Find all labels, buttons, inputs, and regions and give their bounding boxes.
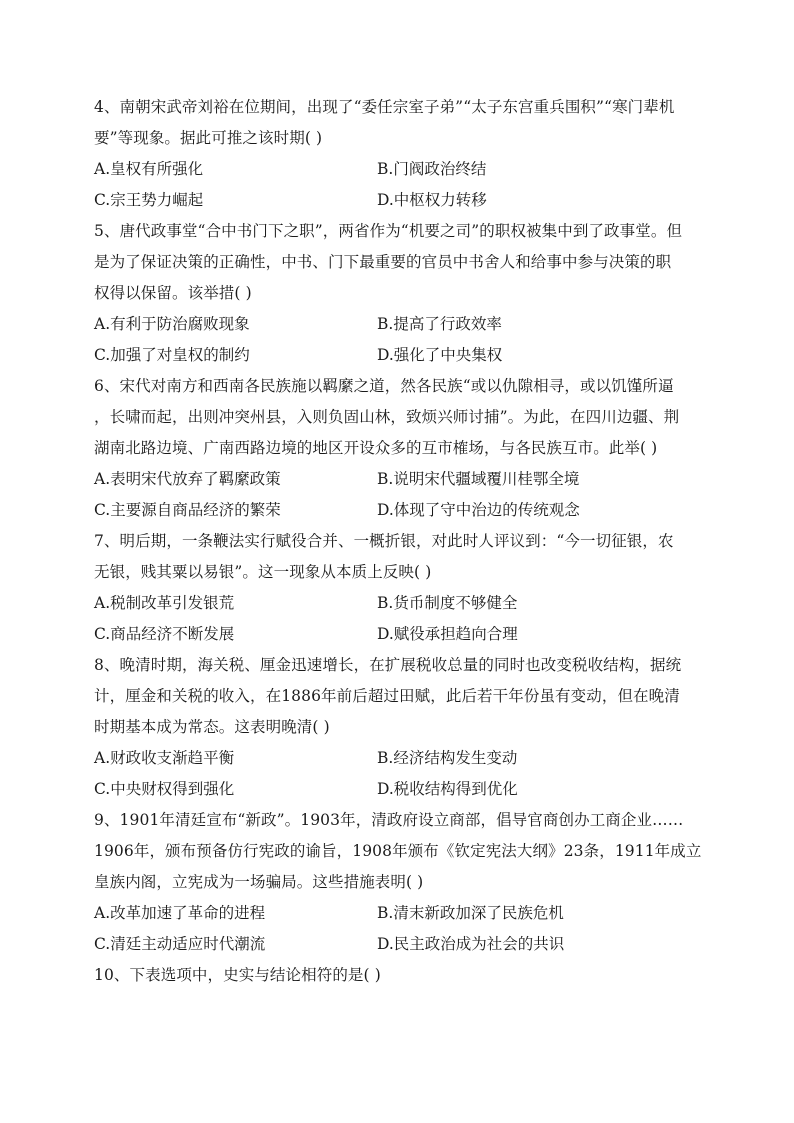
answer-option-c[interactable]: C.宗王势力崛起	[94, 191, 204, 209]
answer-option-b[interactable]: B.清末新政加深了民族危机	[377, 904, 564, 922]
question-stem-line: 5、唐代政事堂“合中书门下之职”，两省作为“机要之司”的职权被集中到了政事堂。但	[94, 222, 683, 240]
answer-options	[94, 154, 706, 216]
question-stem-line: 4、南朝宋武帝刘裕在位期间，出现了“委任宗室子弟”“太子东宫重兵围积”“寒门辈机	[94, 98, 675, 116]
answer-options	[94, 898, 706, 960]
answer-option-a[interactable]: A.表明宋代放弃了羁縻政策	[94, 470, 281, 488]
question-stem-line: 无银，贱其粟以易银”。这一现象从本质上反映( )	[94, 563, 432, 581]
answer-option-c[interactable]: C.商品经济不断发展	[94, 625, 235, 643]
question-7	[94, 526, 706, 650]
answer-options	[94, 464, 706, 526]
question-stem-line: 7、明后期，一条鞭法实行赋役合并、一概折银，对此时人评议到：“今一切征银，农	[94, 532, 674, 550]
question-stem-line: 时期基本成为常态。这表明晚清( )	[94, 718, 330, 736]
question-8	[94, 650, 706, 805]
answer-option-c[interactable]: C.主要源自商品经济的繁荣	[94, 501, 281, 519]
answer-option-d[interactable]: D.体现了守中治边的传统观念	[377, 501, 580, 519]
answer-option-a[interactable]: A.税制改革引发银荒	[94, 594, 235, 612]
answer-option-d[interactable]: D.民主政治成为社会的共识	[377, 935, 565, 953]
answer-option-c[interactable]: C.加强了对皇权的制约	[94, 346, 250, 364]
answer-option-d[interactable]: D.赋役承担趋向合理	[377, 625, 518, 643]
answer-option-b[interactable]: B.经济结构发生变动	[377, 749, 518, 767]
question-stem-line: 是为了保证决策的正确性，中书、门下最重要的官员中书舍人和给事中参与决策的职	[94, 253, 672, 271]
question-stem-line: 8、晚清时期，海关税、厘金迅速增长，在扩展税收总量的同时也改变税收结构，据统	[94, 656, 682, 674]
question-stem-line: 计，厘金和关税的收入，在1886年前后超过田赋，此后若干年份虽有变动，但在晚清	[94, 687, 680, 705]
question-stem-line: 皇族内阁，立宪成为一场骗局。这些措施表明( )	[94, 873, 424, 891]
answer-option-c[interactable]: C.中央财权得到强化	[94, 780, 235, 798]
answer-option-b[interactable]: B.门阀政治终结	[377, 160, 487, 178]
answer-option-d[interactable]: D.强化了中央集权	[377, 346, 503, 364]
answer-option-d[interactable]: D.中枢权力转移	[377, 191, 487, 209]
answer-option-a[interactable]: A.改革加速了革命的进程	[94, 904, 266, 922]
question-stem-line: 6、宋代对南方和西南各民族施以羁縻之道，然各民族“或以仇隙相寻，或以饥馑所逼	[94, 377, 674, 395]
question-stem-line: ，长啸而起，出则冲突州县，入则负固山林，致烦兴师讨捕”。为此，在四川边疆、荆	[94, 408, 680, 426]
question-stem-line: 9、1901年清廷宣布“新政”。1903年，清政府设立商部，倡导官商创办工商企业……	[94, 811, 684, 829]
exam-page	[94, 92, 706, 991]
question-stem-line: 要”等现象。据此可推之该时期( )	[94, 129, 323, 147]
answer-option-a[interactable]: A.有利于防治腐败现象	[94, 315, 250, 333]
question-4	[94, 92, 706, 216]
question-6	[94, 371, 706, 526]
question-stem-line: 权得以保留。该举措( )	[94, 284, 252, 302]
question-stem-line: 1906年，颁布预备仿行宪政的谕旨，1908年颁布《钦定宪法大纲》23条，1911年成立	[94, 842, 702, 860]
answer-options	[94, 743, 706, 805]
question-5	[94, 216, 706, 371]
answer-option-a[interactable]: A.皇权有所强化	[94, 160, 204, 178]
question-9	[94, 805, 706, 960]
answer-option-c[interactable]: C.清廷主动适应时代潮流	[94, 935, 266, 953]
question-stem-line: 湖南北路边境、广南西路边境的地区开设众多的互市榷场，与各民族互市。此举( )	[94, 439, 658, 457]
answer-option-d[interactable]: D.税收结构得到优化	[377, 780, 518, 798]
question-10	[94, 960, 706, 991]
answer-option-a[interactable]: A.财政收支渐趋平衡	[94, 749, 235, 767]
question-stem-line: 10、下表选项中，史实与结论相符的是( )	[94, 966, 381, 984]
answer-option-b[interactable]: B.货币制度不够健全	[377, 594, 518, 612]
answer-options	[94, 588, 706, 650]
answer-option-b[interactable]: B.提高了行政效率	[377, 315, 502, 333]
answer-options	[94, 309, 706, 371]
answer-option-b[interactable]: B.说明宋代疆域覆川桂鄂全境	[377, 470, 580, 488]
